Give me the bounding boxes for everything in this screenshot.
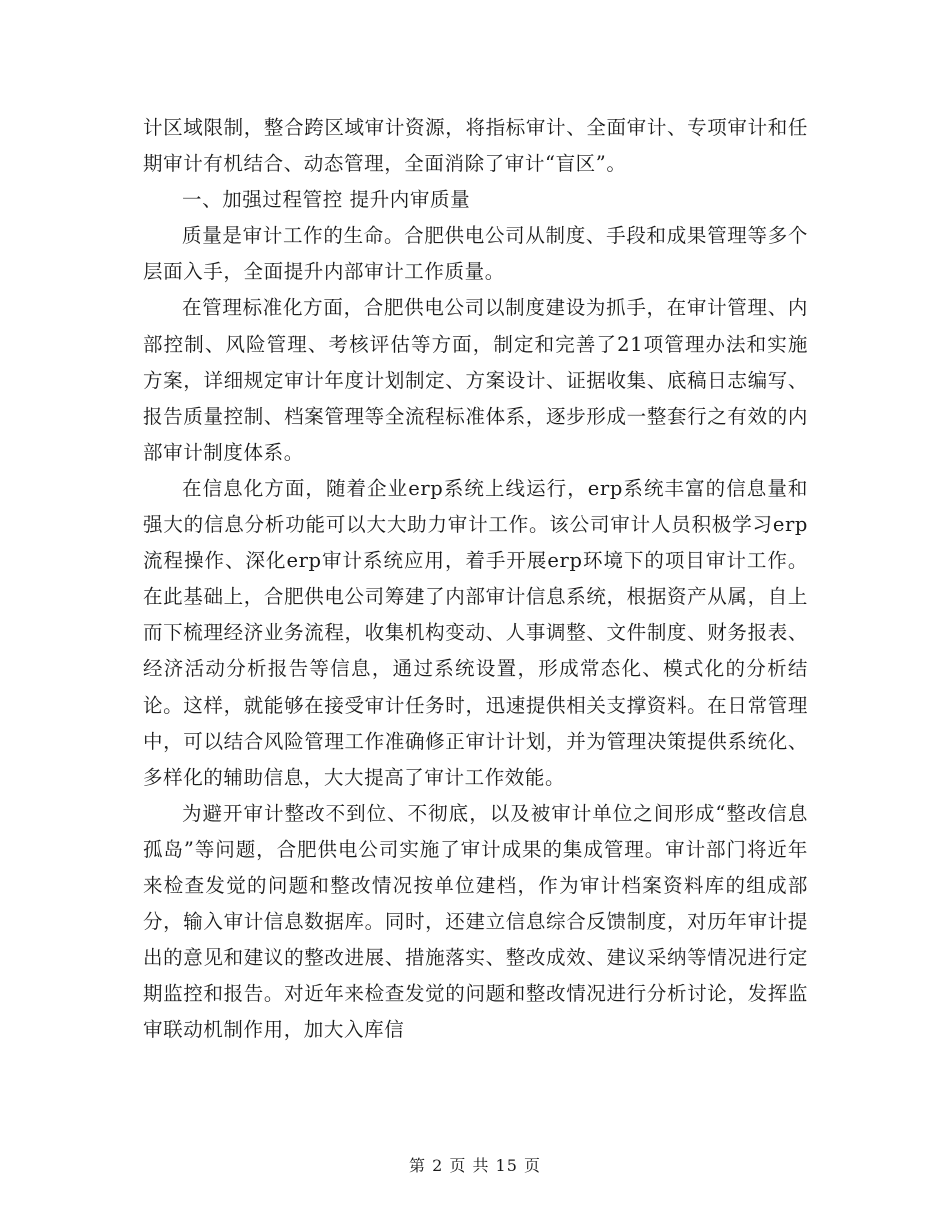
- paragraph-quality: 质量是审计工作的生命。合肥供电公司从制度、手段和成果管理等多个层面入手，全面提升内部审计工作质量。: [143, 224, 808, 284]
- paragraph-informatization: 在信息化方面，随着企业erp系统上线运行，erp系统丰富的信息量和强大的信息分析功能可以大大助力审计工作。该公司审计人员积极学习erp流程操作、深化erp审计系统应用，着手开展erp环境下的项目审计工作。在此基础上，合肥供电公司筹建了内部审计信息系统，根据资产从属，自上而下梳理经济业务流程，收集机构变动、人事调整、文件制度、财务报表、经济活动分析报告等信息，通过系统设置，形成常态化、模式化的分析结论。这样，就能够在接受审计任务时，迅速提供相关支撑资料。在日常管理中，可以结合风险管理工作准确修正审计计划，并为管理决策提供系统化、多样化的辅助信息，大大提高了审计工作效能。: [143, 476, 808, 789]
- paragraph-integration: 为避开审计整改不到位、不彻底，以及被审计单位之间形成“整改信息孤岛”等问题，合肥供电公司实施了审计成果的集成管理。审计部门将近年来检查发觉的问题和整改情况按单位建档，作为审计档案资料库的组成部分，输入审计信息数据库。同时，还建立信息综合反馈制度，对历年审计提出的意见和建议的整改进展、措施落实、整改成效、建议采纳等情况进行定期监控和报告。对近年来检查发觉的问题和整改情况进行分析讨论，发挥监审联动机制作用，加大入库信: [143, 801, 808, 1042]
- paragraph-continuation: 计区域限制，整合跨区域审计资源，将指标审计、全面审计、专项审计和任期审计有机结合、动态管理，全面消除了审计“盲区”。: [143, 116, 808, 176]
- page-number: 第 2 页 共 15 页: [409, 1156, 541, 1175]
- document-body: [143, 110, 808, 1048]
- paragraph-standardization: 在管理标准化方面，合肥供电公司以制度建设为抓手，在审计管理、内部控制、风险管理、考核评估等方面，制定和完善了21项管理办法和实施方案，详细规定审计年度计划制定、方案设计、证据收集、底稿日志编写、报告质量控制、档案管理等全流程标准体系，逐步形成一整套行之有效的内部审计制度体系。: [143, 296, 808, 464]
- section-heading: 一、加强过程管控 提升内审质量: [182, 188, 471, 212]
